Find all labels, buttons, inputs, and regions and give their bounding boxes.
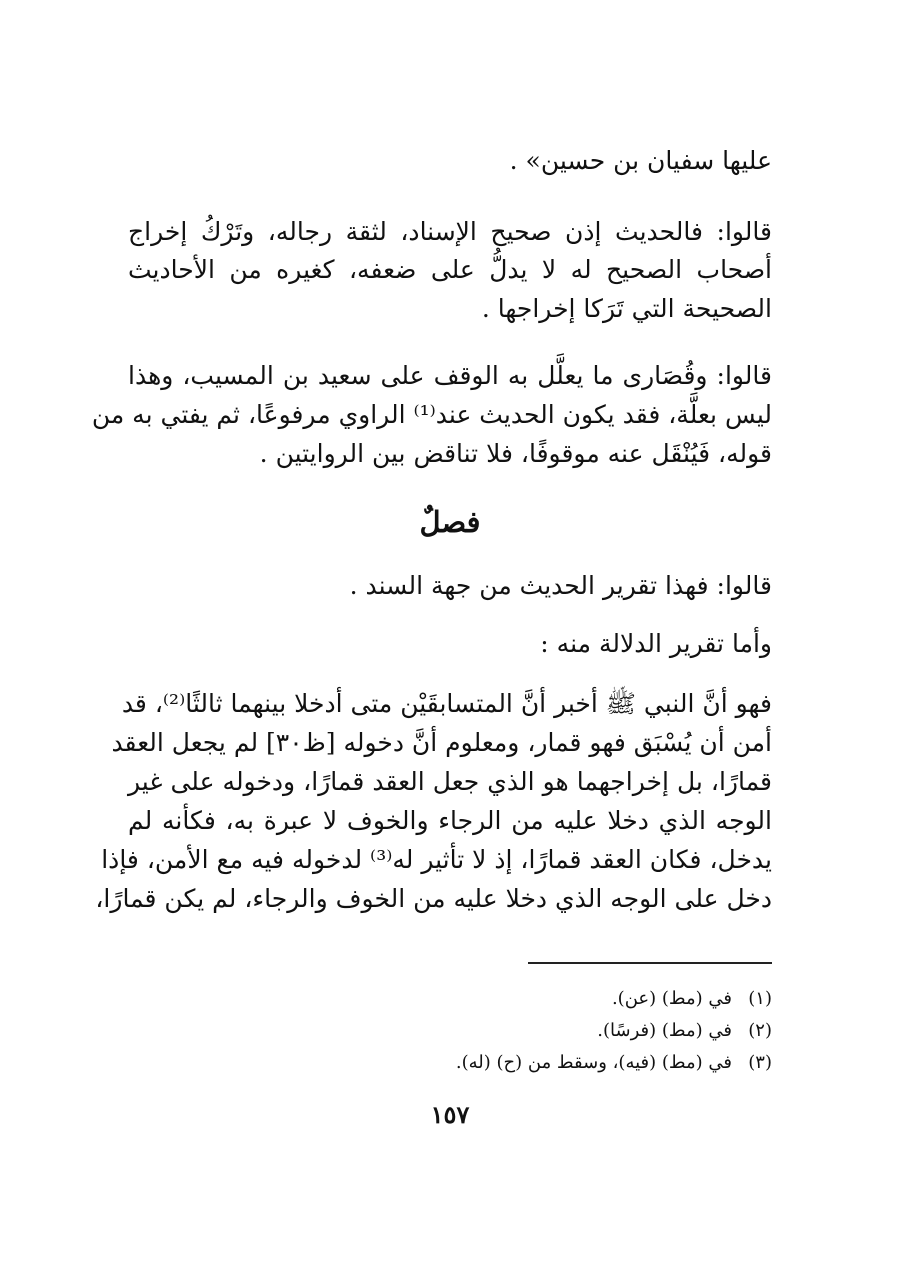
text-line: الوجه الذي دخلا عليه من الرجاء والخوف لا عبرة به، فكأنه لم — [128, 806, 772, 835]
text-line: يدخل، فكان العقد قمارًا، إذ لا تأثير له⁽³⁾ لدخوله فيه مع الأمن، فإذا — [101, 845, 772, 874]
footnote-number: (٢) — [748, 1020, 772, 1041]
text-line: أمن أن يُسْبَق فهو قمار، ومعلوم أنَّ دخوله [ظ٣٠] لم يجعل العقد — [111, 728, 772, 757]
section-heading: فصلٌ — [419, 505, 481, 539]
text-line: قالوا: فهذا تقرير الحديث من جهة السند . — [349, 571, 772, 600]
text-line: قوله، فَيُنْقَل عنه موقوفًا، فلا تناقض بين الروايتين . — [259, 439, 772, 468]
footnote-text: في (مط) (فيه)، وسقط من (ح) (له). — [455, 1052, 732, 1073]
text-line: فهو أنَّ النبي ﷺ أخبر أنَّ المتسابقَيْن متى أدخلا بينهما ثالثًا⁽²⁾، قد — [121, 689, 772, 718]
footnote-divider — [528, 962, 772, 964]
footnote-number: (٣) — [748, 1052, 772, 1073]
footnote-2 — [128, 1018, 772, 1044]
text-line: وأما تقرير الدلالة منه : — [540, 629, 772, 658]
text-line: أصحاب الصحيح له لا يدلُّ على ضعفه، كغيره من الأحاديث — [128, 255, 772, 284]
footnote-number: (١) — [748, 988, 772, 1009]
text-line: عليها سفيان بن حسين» . — [509, 146, 772, 175]
text-line: قالوا: وقُصَارى ما يعلَّل به الوقف على سعيد بن المسيب، وهذا — [128, 361, 772, 390]
text-line: دخل على الوجه الذي دخلا عليه من الخوف والرجاء، لم يكن قمارًا، — [95, 884, 772, 913]
footnote-1 — [128, 986, 772, 1012]
text-line: ليس بعلَّة، فقد يكون الحديث عند⁽¹⁾ الراوي مرفوعًا، ثم يفتي به من — [91, 400, 772, 429]
footnote-text: في (مط) (عن). — [611, 988, 732, 1009]
text-line: قمارًا، بل إخراجهما هو الذي جعل العقد قمارًا، ودخوله على غير — [128, 767, 772, 796]
text-line: قالوا: فالحديث إذن صحيح الإسناد، لثقة رجاله، وتَرْكُ إخراج — [128, 217, 772, 246]
text-line: الصحيحة التي تَرَكا إخراجها . — [481, 294, 772, 323]
footnote-3 — [128, 1050, 772, 1076]
footnote-text: في (مط) (فرسًا). — [597, 1020, 732, 1041]
page-number: ١٥٧ — [430, 1100, 470, 1129]
